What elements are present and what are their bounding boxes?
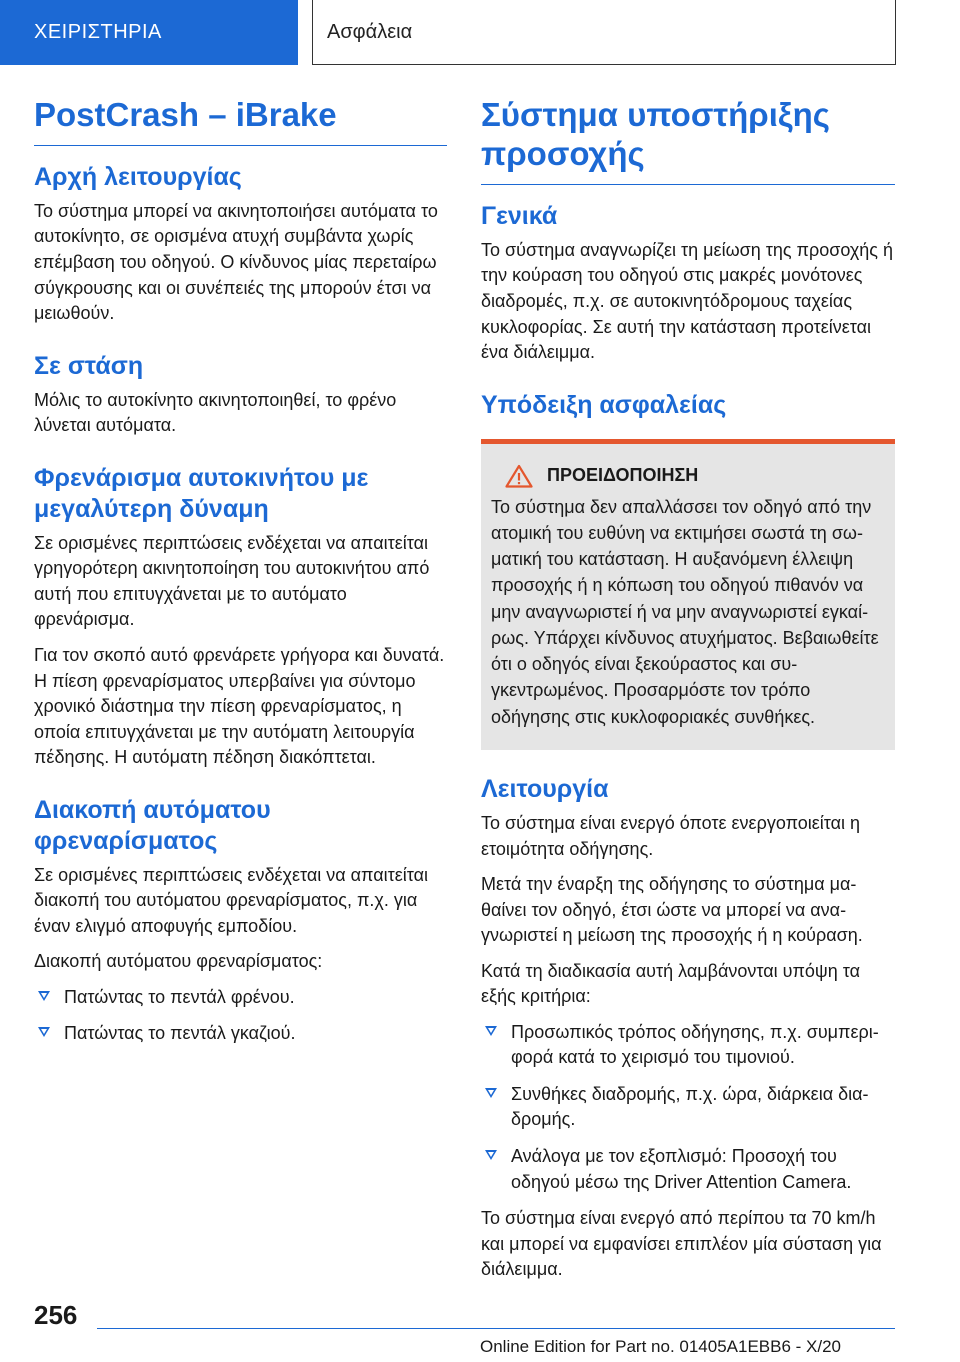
warning-text: Το σύστημα δεν απαλλάσσει τον οδηγό από την ατομική του ευθύνη να εκτιμήσει σωστά τη σωματική του κατάσταση. Η αυξανόμενη έλλειψη προσοχής ή η κόπωση του οδηγού πιθανόν να μην αναγνωριστεί ή να μην αναγνωριστεί εγκαίρως. Υπάρχει κίνδυνος ατυχήματος. Βεβαιωθείτε ότι ο οδηγός είναι ξεκούραστος και συγκεντρωμένος. Προσαρμόστε τον τρόπο οδήγησης στις κυκλοφοριακές συνθήκες.: [491, 496, 879, 727]
heading-function: Λειτουργία: [481, 775, 609, 803]
list-item-text: Συνθήκες διαδρομής, π.χ. ώρα, διάρκεια διαδρομής.: [511, 1083, 869, 1130]
heading-interrupt-braking: Διακοπή αυτόματου φρεναρίσματος: [34, 795, 271, 855]
criteria-list: [481, 1020, 895, 1195]
list-item-text: Πατώντας το πεντάλ γκαζιού.: [64, 1023, 296, 1044]
paragraph: Το σύστημα μπορεί να ακινητοποιήσει αυτόματα το αυτοκίνητο, σε ορισμένα ατυχή συμβάντα χωρίς επέμβαση του οδηγού. Ο κίνδυνος μίας περεταίρω σύγκρουσης και οι συνέπειές της μπορούν έτσι να μειωθούν.: [34, 200, 438, 324]
paragraph: Το σύστημα είναι ενεργό όποτε ενεργοποιείται η ετοιμότητα οδήγησης.: [481, 813, 861, 859]
list-item: [481, 1020, 895, 1071]
warning-box: [481, 439, 895, 750]
paragraph: Κατά τη διαδικασία αυτή λαμβάνονται υπόψη τα εξής κριτήρια:: [481, 960, 861, 1007]
arrow-bullet-icon: [485, 1150, 497, 1160]
heading-operating-principle: Αρχή λειτουργίας: [34, 162, 242, 191]
list-item: [481, 1144, 895, 1195]
paragraph: Μόλις το αυτοκίνητο ακινητοποιηθεί, το φρένο λύνεται αυτόματα.: [34, 389, 397, 436]
warning-title: ΠΡΟΕΙΔΟΠΟΙΗΣΗ: [547, 465, 699, 486]
arrow-bullet-icon: [485, 1088, 497, 1098]
section-header: [312, 0, 896, 65]
paragraph: Το σύστημα είναι ενεργό από περίπου τα 70 km/h και μπορεί να εμφανίσει επιπλέον μία σύσταση για διάλειμμα.: [481, 1208, 882, 1280]
list-item-text: Πατώντας το πεντάλ φρένου.: [64, 986, 295, 1007]
heading-general: Γενικά: [481, 201, 558, 230]
paragraph: Σε ορισμένες περιπτώσεις ενδέχεται να απαιτείται διακοπή του αυτόματου φρεναρίσματος, π.χ. για έναν ελιγμό αποφυγής εμποδίου.: [34, 864, 429, 936]
footer-divider: [97, 1328, 895, 1329]
section-label: Ασφάλεια: [327, 20, 413, 43]
edition-text: Online Edition for Part no. 01405A1EBB6 - X/20: [480, 1337, 842, 1356]
arrow-bullet-icon: [38, 1027, 50, 1037]
heading-stronger-braking: Φρενάρισμα αυτοκινήτου με μεγαλύτερη δύναμη: [34, 463, 369, 523]
list-item: [481, 1082, 895, 1133]
heading-at-standstill: Σε στάση: [34, 351, 144, 380]
arrow-bullet-icon: [485, 1026, 497, 1036]
interrupt-list: [34, 985, 447, 1047]
paragraph: Μετά την έναρξη της οδήγησης το σύστημα μαθαίνει τον οδηγό, έτσι ώστε να μπορεί να αναγνωριστεί η μείωση της προσοχής ή η κούραση.: [481, 874, 863, 946]
heading-safety-note: Υπόδειξη ασφαλείας: [481, 390, 727, 419]
arrow-bullet-icon: [38, 991, 50, 1001]
paragraph: Για τον σκοπό αυτό φρενάρετε γρήγορα και δυνατά. Η πίεση φρεναρίσματος υπερβαίνει για σύντομο χρονικό διάστημα την πίεση φρεναρίσματος, η οποία επιτυγχάνεται με την αυτόματη λειτουργία πέδησης. Η αυτόματη πέδηση διακόπτεται.: [34, 644, 445, 768]
chapter-label: ΧΕΙΡΙΣΤΗΡΙΑ: [34, 21, 162, 43]
right-column: [481, 96, 895, 1293]
list-item: [34, 985, 447, 1011]
chapter-tab[interactable]: [0, 0, 298, 65]
warning-triangle-icon: [505, 464, 533, 488]
postcrash-title: PostCrash – iBrake: [34, 96, 447, 146]
paragraph: Το σύστημα αναγνωρίζει τη μείωση της προσοχής ή την κούραση του οδηγού στις μακρές μονότονες διαδρομές, π.χ. σε αυτοκινητόδρομους ταχείας κυκλοφορίας. Σε αυτή την κατάσταση προτείνεται ένα διάλειμμα.: [481, 239, 893, 363]
page-number: 256: [34, 1300, 78, 1330]
warning-header: [491, 464, 887, 488]
list-item: [34, 1021, 447, 1047]
list-item-text: Ανάλογα με τον εξοπλισμό: Προσοχή του οδηγού μέσω της Driver Attention Camera.: [511, 1146, 852, 1192]
paragraph: Σε ορισμένες περιπτώσεις ενδέχεται να απαιτείται γρηγορότερη ακινητοποίηση του αυτοκινήτου από αυτή που επιτυγχάνεται με το αυτόματο φρενάρισμα.: [34, 532, 430, 630]
attention-system-title: Σύστημα υποστήριξης προσοχής: [481, 96, 895, 185]
list-item-text: Προσωπικός τρόπος οδήγησης, π.χ. συμπεριφορά κατά το χειρισμό του τιμονιού.: [511, 1021, 879, 1068]
paragraph: Διακοπή αυτόματου φρεναρίσματος:: [34, 951, 323, 972]
left-column: [34, 96, 447, 1058]
